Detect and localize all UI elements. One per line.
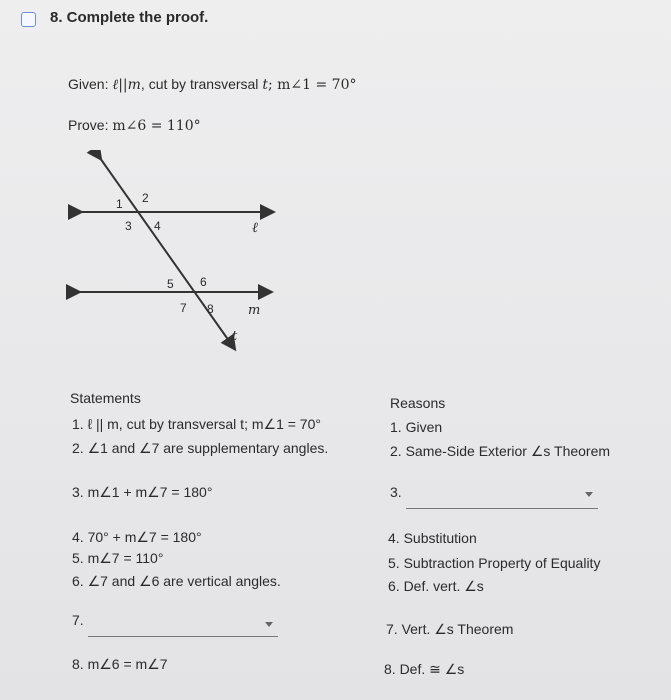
given-line-l: ℓ	[112, 77, 119, 93]
line-label-l: ℓ	[252, 220, 258, 236]
statement-7-number: 7.	[72, 612, 84, 628]
angle-label-2: 2	[142, 191, 149, 205]
question-checkbox[interactable]	[21, 12, 36, 27]
angle-label-1: 1	[116, 197, 123, 211]
given-angle-measure: ; m∠1 = 70°	[267, 77, 357, 93]
statement-7-dropdown[interactable]	[88, 616, 278, 637]
reason-6: 6. Def. vert. ∠s	[388, 578, 484, 594]
transversal-t	[100, 158, 234, 348]
reasons-header: Reasons	[390, 395, 446, 411]
given-line-m: m	[127, 77, 141, 93]
given-label: Given:	[68, 76, 109, 92]
angle-label-6: 6	[200, 275, 207, 289]
statements-header: Statements	[70, 390, 141, 406]
angle-label-3: 3	[125, 219, 132, 233]
question-title: 8. Complete the proof.	[50, 9, 209, 26]
statement-5: 5. m∠7 = 110°	[72, 550, 164, 566]
prove-line	[68, 117, 201, 134]
statement-6: 6. ∠7 and ∠6 are vertical angles.	[72, 573, 281, 589]
reason-3-dropdown-caret-icon[interactable]	[585, 492, 593, 497]
reason-8: 8. Def. ≅ ∠s	[384, 661, 465, 677]
statement-8: 8. m∠6 = m∠7	[72, 656, 168, 672]
reason-3-number: 3.	[390, 484, 402, 500]
given-transversal-text: , cut by transversal	[140, 76, 263, 92]
given-parallel-symbol: ||	[118, 77, 128, 93]
statement-1: 1. ℓ || m, cut by transversal t; m∠1 = 70°	[72, 416, 321, 432]
given-line	[68, 76, 356, 94]
reason-3-dropdown[interactable]	[406, 488, 598, 509]
reason-4: 4. Substitution	[388, 530, 477, 546]
angle-label-8: 8	[207, 302, 214, 316]
statement-2: 2. ∠1 and ∠7 are supplementary angles.	[72, 440, 329, 456]
given-transversal-t: t	[262, 77, 268, 93]
angle-label-4: 4	[154, 219, 161, 233]
reason-2: 2. Same-Side Exterior ∠s Theorem	[390, 443, 611, 459]
statement-7-dropdown-caret-icon[interactable]	[265, 622, 273, 627]
line-label-t: t	[232, 329, 238, 344]
statement-3: 3. m∠1 + m∠7 = 180°	[72, 484, 213, 500]
prove-statement: m∠6 = 110°	[112, 118, 201, 134]
reason-7: 7. Vert. ∠s Theorem	[386, 621, 514, 637]
line-label-m: m	[248, 303, 261, 318]
reason-5: 5. Subtraction Property of Equality	[388, 555, 601, 571]
statement-4: 4. 70° + m∠7 = 180°	[72, 529, 202, 545]
parallel-lines-diagram	[66, 150, 286, 360]
angle-label-5: 5	[167, 277, 174, 291]
angle-label-7: 7	[180, 301, 187, 315]
prove-label: Prove:	[68, 117, 109, 133]
reason-1: 1. Given	[390, 419, 443, 435]
